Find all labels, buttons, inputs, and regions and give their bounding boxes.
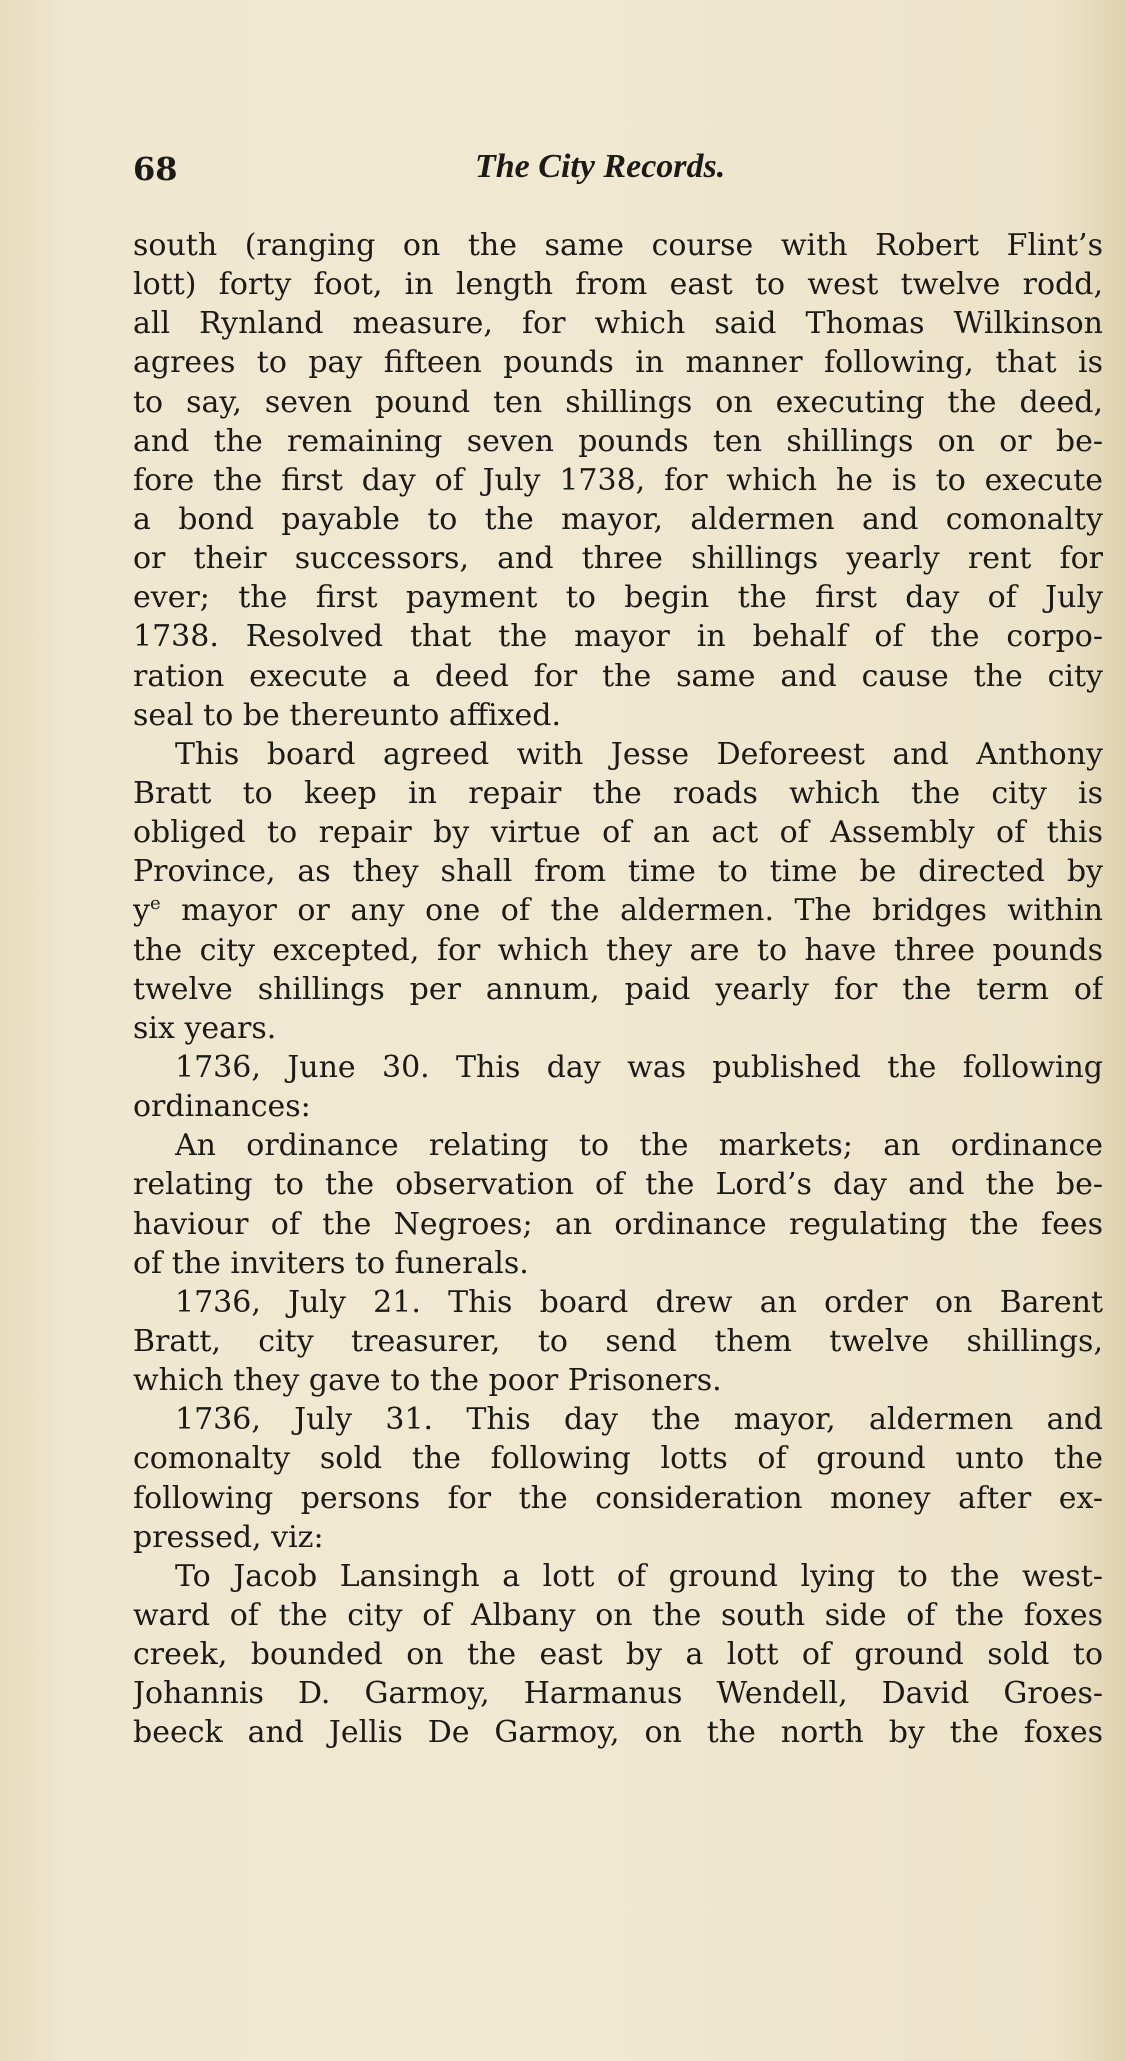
- line-text: comonalty sold the following lotts of ground unto the: [133, 1441, 1103, 1477]
- text-line: [133, 617, 1103, 656]
- text-line: [133, 1674, 1103, 1713]
- line-text: six years.: [133, 1010, 277, 1046]
- text-line: [133, 343, 1103, 382]
- text-line: [133, 500, 1103, 539]
- text-line: [133, 891, 1103, 930]
- line-text: lott) forty foot, in length from east to west twelve rodd,: [133, 267, 1103, 303]
- line-text: following persons for the consideration money after ex-: [133, 1480, 1103, 1516]
- line-text: Province, as they shall from time to time be directed by: [133, 854, 1103, 890]
- text-line: [133, 226, 1103, 265]
- superscript: e: [149, 893, 161, 915]
- line-text: all Rynland measure, for which said Thomas Wilkinson: [133, 306, 1103, 342]
- line-text: and the remaining seven pounds ten shillings on or be-: [133, 423, 1103, 459]
- line-text: ration execute a deed for the same and cause the city: [133, 658, 1103, 694]
- line-text: a bond payable to the mayor, aldermen and comonalty: [133, 501, 1103, 537]
- line-text: 1738. Resolved that the mayor in behalf of the corpo-: [133, 619, 1103, 655]
- line-text: An ordinance relating to the markets; an ordinance: [175, 1128, 1103, 1164]
- running-title: The City Records.: [475, 148, 726, 185]
- text-line: [133, 1165, 1103, 1204]
- text-line: [133, 1596, 1103, 1635]
- abbreviation: y: [133, 893, 150, 929]
- line-text: to say, seven pound ten shillings on executing the deed,: [133, 384, 1103, 420]
- line-text: twelve shillings per annum, paid yearly for the term of: [133, 971, 1103, 1007]
- text-line: [133, 1479, 1103, 1518]
- text-line: [133, 657, 1103, 696]
- line-text: mayor or any one of the aldermen. The bridges within: [181, 893, 1103, 929]
- text-line: [133, 1126, 1103, 1165]
- line-text: Bratt, city treasurer, to send them twelve shillings,: [133, 1323, 1103, 1359]
- line-text: ordinances:: [133, 1089, 311, 1125]
- text-line: [133, 265, 1103, 304]
- text-line: [133, 774, 1103, 813]
- line-text: of the inviters to funerals.: [133, 1245, 529, 1281]
- text-line: [133, 383, 1103, 422]
- line-text: agrees to pay fifteen pounds in manner following, that is: [133, 345, 1103, 381]
- text-line: [133, 1713, 1103, 1752]
- line-text: or their successors, and three shillings yearly rent for: [133, 541, 1103, 577]
- line-text: 1736, July 21. This board drew an order on Barent: [175, 1284, 1103, 1320]
- line-text: Bratt to keep in repair the roads which the city is: [133, 775, 1103, 811]
- text-line: [133, 1322, 1103, 1361]
- text-line: [133, 1361, 1103, 1400]
- line-text: the city excepted, for which they are to have three pounds: [133, 932, 1103, 968]
- text-line: [133, 539, 1103, 578]
- text-line: [133, 1439, 1103, 1478]
- line-text: seal to be thereunto affixed.: [133, 697, 562, 733]
- text-line: [133, 1244, 1103, 1283]
- line-text: beeck and Jellis De Garmoy, on the north by the foxes: [133, 1715, 1103, 1751]
- line-text: creek, bounded on the east by a lott of ground sold to: [133, 1637, 1103, 1673]
- text-line: [133, 735, 1103, 774]
- text-line: [133, 578, 1103, 617]
- text-line: [133, 304, 1103, 343]
- text-line: [133, 1518, 1103, 1557]
- page-header: [133, 150, 1103, 200]
- text-line: [133, 1048, 1103, 1087]
- text-line: [133, 852, 1103, 891]
- text-line: [133, 1635, 1103, 1674]
- text-line: [133, 813, 1103, 852]
- body-text: [133, 226, 1103, 1752]
- text-line: [133, 1400, 1103, 1439]
- text-line: [133, 1205, 1103, 1244]
- line-text: Johannis D. Garmoy, Harmanus Wendell, David Groes-: [133, 1676, 1103, 1712]
- page-number: 68: [133, 150, 178, 188]
- line-text: 1736, July 31. This day the mayor, aldermen and: [175, 1402, 1103, 1438]
- line-text: obliged to repair by virtue of an act of Assembly of this: [133, 815, 1103, 851]
- text-line: [133, 422, 1103, 461]
- text-line: [133, 461, 1103, 500]
- line-text: which they gave to the poor Prisoners.: [133, 1363, 722, 1399]
- line-text: relating to the observation of the Lord’s day and the be-: [133, 1167, 1103, 1203]
- text-line: [133, 1009, 1103, 1048]
- text-line: [133, 1283, 1103, 1322]
- text-line: [133, 931, 1103, 970]
- line-text: ward of the city of Albany on the south side of the foxes: [133, 1597, 1103, 1633]
- line-text: 1736, June 30. This day was published the following: [175, 1049, 1103, 1085]
- line-text: pressed, viz:: [133, 1519, 324, 1555]
- line-text: haviour of the Negroes; an ordinance regulating the fees: [133, 1206, 1103, 1242]
- line-text: To Jacob Lansingh a lott of ground lying to the west-: [175, 1558, 1103, 1594]
- text-line: [133, 1557, 1103, 1596]
- line-text: fore the first day of July 1738, for which he is to execute: [133, 462, 1103, 498]
- text-line: [133, 1087, 1103, 1126]
- line-text: ever; the first payment to begin the first day of July: [133, 580, 1103, 616]
- text-line: [133, 696, 1103, 735]
- text-line: [133, 970, 1103, 1009]
- line-text: This board agreed with Jesse Deforeest and Anthony: [175, 736, 1103, 772]
- line-text: south (ranging on the same course with Robert Flint’s: [133, 228, 1103, 263]
